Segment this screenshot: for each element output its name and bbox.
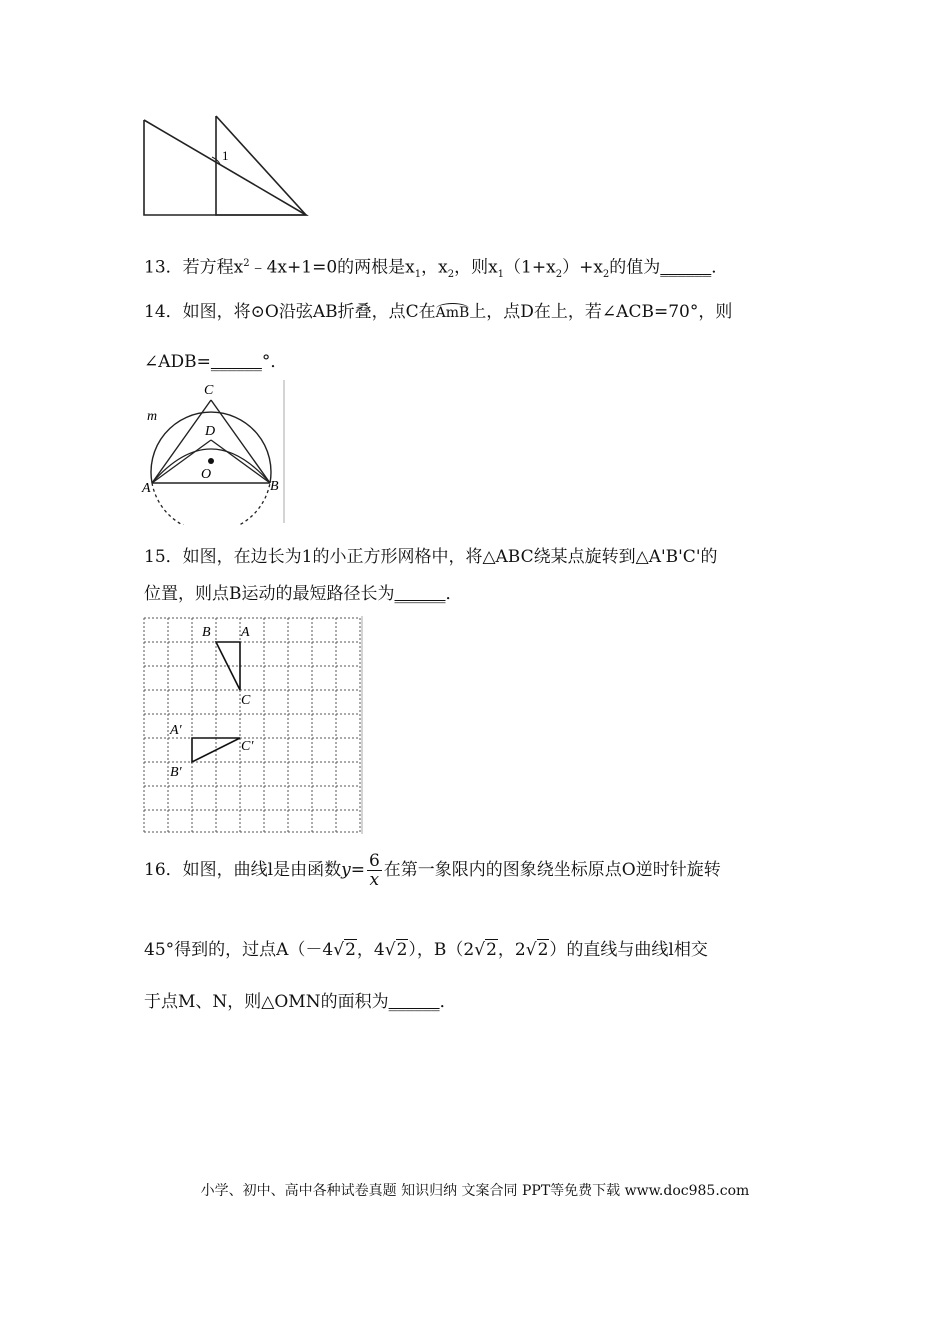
svg-text:C: C	[204, 383, 214, 398]
svg-text:A′: A′	[170, 723, 182, 738]
question-16: 16．如图，曲线l是由函数y= $\frac{6}{x}$ 在第一象限内的图象绕坐标原点O逆时针旋转	[144, 851, 721, 890]
fraction-6-over-x: $\frac{6}{x}$	[368, 851, 380, 890]
svg-text:A: A	[142, 481, 151, 496]
svg-text:m: m	[147, 409, 158, 424]
svg-text:C′: C′	[241, 739, 254, 754]
question-16-line3: 于点M、N，则△OMN的面积为______．	[144, 992, 457, 1012]
answer-blank: ______	[388, 992, 440, 1012]
answer-blank: ______	[394, 584, 446, 604]
svg-text:B: B	[202, 625, 211, 640]
svg-text:A: A	[241, 625, 250, 640]
question-14: 14．如图，将⊙O沿弦AB折叠，点C在AmB上，点D在上，若∠ACB=70°，则	[144, 302, 733, 322]
question-15: 15．如图，在边长为1的小正方形网格中，将△ABC绕某点旋转到△A'B'C'的	[144, 547, 718, 567]
svg-text:C: C	[241, 693, 251, 708]
question-14-line2: ∠ADB=______°．	[144, 352, 288, 372]
answer-blank: ______	[660, 257, 712, 278]
question-13: 13．若方程$x^2﹣4x+1=0$的两根是$x_1$，$x_2$，则$x_1(1+x_2)+x_2$的值为______．	[144, 257, 729, 281]
svg-text:B′: B′	[170, 765, 182, 780]
answer-blank: ______	[210, 352, 262, 372]
svg-text:B: B	[270, 479, 279, 494]
figure-q12-triangles	[140, 112, 315, 220]
figure-q15-grid	[142, 616, 364, 836]
angle-label: 1	[222, 148, 229, 163]
arc-amb: AmB	[435, 305, 470, 321]
question-15-line2: 位置，则点B运动的最短路径长为______．	[144, 584, 463, 604]
page-footer: 小学、初中、高中各种试卷真题 知识归纳 文案合同 PPT等免费下载 www.doc985.com	[200, 1183, 750, 1199]
question-16-line2: 45°得到的，过点A（－4√2，4√2），B（2√2，2√2）的直线与曲线l相交	[144, 940, 708, 960]
figure-q14-circle	[140, 380, 290, 525]
svg-text:D: D	[205, 424, 216, 439]
svg-text:O: O	[201, 467, 212, 482]
